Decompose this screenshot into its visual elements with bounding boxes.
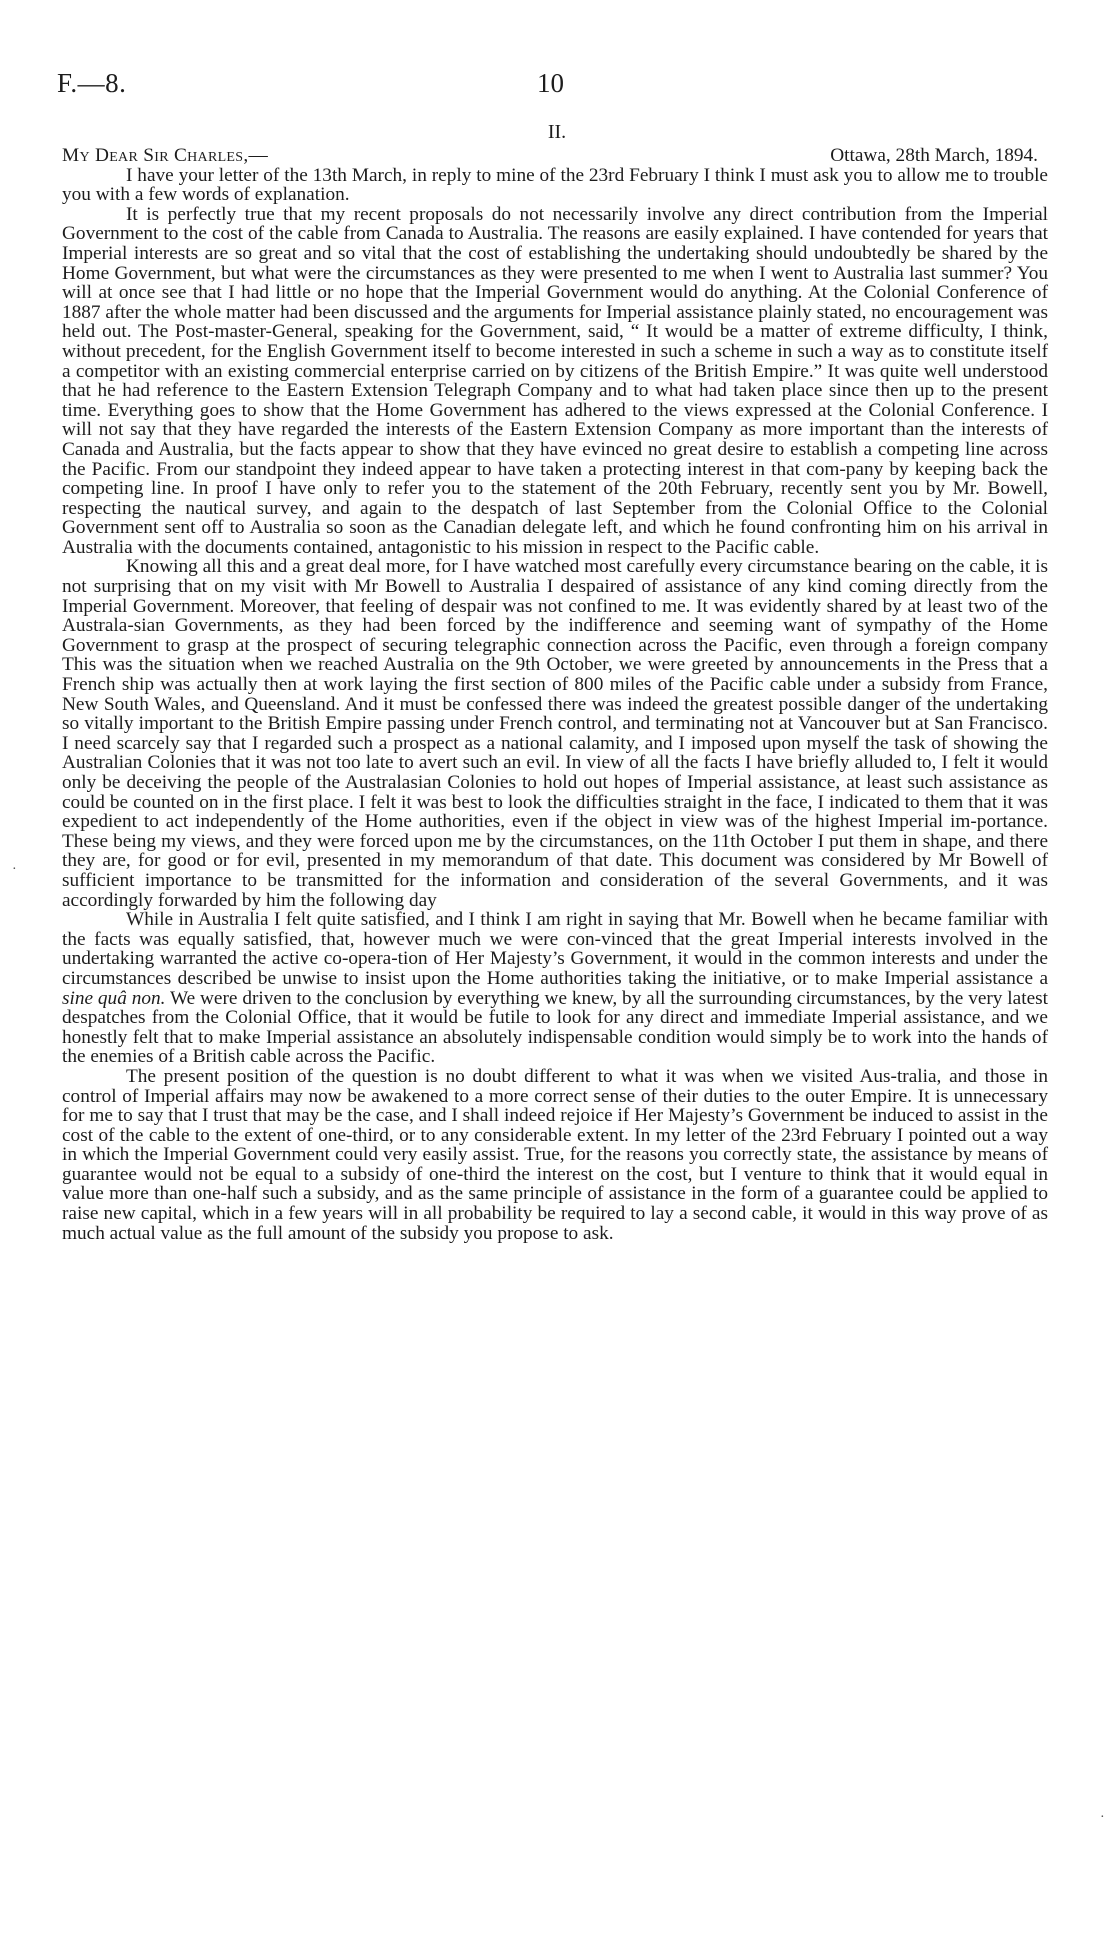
- section-number: II.: [547, 121, 567, 143]
- paragraph-4-text-after: We were driven to the conclusion by everything we knew, by all the surrounding circumstances, by the very latest despatches from the Colonial Office, that it would be futile to look for any direct and immediate Imperial assistance, and we honestly felt that to make Imperial assistance an absolutely indispensable condition would simply be to work into the hands of the enemies of a British cable across the Pacific.: [62, 987, 1048, 1068]
- salutation-line: [62, 146, 1048, 166]
- paragraph-3: Knowing all this and a great deal more, for I have watched most carefully every circumstance bearing on the cable, it is not surprising that on my visit with Mr Bowell to Australia I despaired of assistance of any kind coming directly from the Imperial Government. Moreover, that feeling of despair was not confined to me. It was evidently shared by at least two of the Australa-sian Governments, as they had been forced by the indifference and seeming want of sympathy of the Home Government to grasp at the prospect of securing telegraphic connection across the Pacific, even through a foreign company This was the situation when we reached Australia on the 9th October, we were greeted by announcements in the Press that a French ship was actually then at work laying the first section of 800 miles of the Pacific cable under a subsidy from France, New South Wales, and Queensland. And it must be confessed there was indeed the greatest possible danger of the undertaking so vitally important to the British Empire passing under French control, and terminating not at Vancouver but at San Francisco. I need scarcely say that I regarded such a prospect as a national calamity, and I imposed upon myself the task of showing the Australian Colonies that it was not too late to avert such an evil. In view of all the facts I have briefly alluded to, I felt it would only be deceiving the people of the Australasian Colonies to hold out hopes of Imperial assistance, at least such assistance as could be counted on in the first place. I felt it was best to look the difficulties straight in the face, I indicated to them that it was expedient to act independently of the Home authorities, even if the object in view was of the highest Imperial im-portance. These being my views, and they were forced upon me by the circumstances, on the 11th October I put them in shape, and there they are, for good or for evil, presented in my memorandum of that date. This document was considered by Mr Bowell of sufficient importance to be transmitted for the information and consideration of the several Governments, and it was accordingly forwarded by him the following day: [62, 556, 1048, 911]
- place-date: Ottawa, 28th March, 1894.: [830, 145, 1038, 166]
- margin-dot-mark-right: ·: [1100, 1810, 1105, 1825]
- paragraph-4: [62, 910, 1048, 1067]
- paragraph-4-italic-phrase: sine quâ non.: [62, 987, 166, 1009]
- letter-body: [62, 146, 1048, 1243]
- document-reference: F.—8.: [57, 68, 127, 98]
- margin-dot-mark: ·: [12, 862, 17, 877]
- paragraph-2: It is perfectly true that my recent proposals do not necessarily involve any direct contribution from the Imperial Government to the cost of the cable from Canada to Australia. The reasons are easily explained. I have contended for years that Imperial interests are so great and so vital that the cost of establishing the undertaking should undoubtedly be shared by the Home Government, but what were the circumstances as they were presented to me when I went to Australia last summer? You will at once see that I had little or no hope that the Imperial Government would do anything. At the Colonial Conference of 1887 after the whole matter had been discussed and the arguments for Imperial assistance plainly stated, no encouragement was held out. The Post-master-General, speaking for the Government, said, “ It would be a matter of extreme difficulty, I think, without precedent, for the English Government itself to become interested in such a scheme in such a way as to constitute itself a competitor with an existing commercial enterprise carried on by citizens of the British Empire.” It was quite well understood that he had reference to the Eastern Extension Telegraph Company and to what had taken place since then up to the present time. Everything goes to show that the Home Government has adhered to the views expressed at the Colonial Conference. I will not say that they have regarded the interests of the Eastern Extension Company as more important than the interests of Canada and Australia, but the facts appear to show that they have evinced no great desire to establish a competing line across the Pacific. From our standpoint they indeed appear to have taken a protecting interest in that com-pany by keeping back the competing line. In proof I have only to refer you to the statement of the 20th February, recently sent you by Mr. Bowell, respecting the nautical survey, and again to the despatch of last September from the Colonial Office to the Colonial Government sent off to Australia so soon as the Canadian delegate left, and which he found confronting him on his arrival in Australia with the documents contained, antagonistic to his mission in respect to the Pacific cable.: [62, 203, 1048, 558]
- salutation: My Dear Sir Charles,—: [62, 145, 269, 166]
- paragraph-5: The present position of the question is no doubt different to what it was when we visited Aus-tralia, and those in control of Imperial affairs may now be awakened to a more correct sense of their duties to the outer Empire. It is unnecessary for me to say that I trust that may be the case, and I shall indeed rejoice if Her Majesty’s Government be induced to assist in the cost of the cable to the extent of one-third, or to any considerable extent. In my letter of the 23rd February I pointed out a way in which the Imperial Government could very easily assist. True, for the reasons you correctly state, the assistance by means of guarantee would not be equal to a subsidy of one-third the interest on the cost, but I venture to think that it would equal in value more than one-half such a subsidy, and as the same principle of assistance in the form of a guarantee could be applied to raise new capital, which in a few years will in all probability be required to lay a second cable, it would in this way prove of as much actual value as the full amount of the subsidy you propose to ask.: [62, 1065, 1048, 1244]
- page-number: 10: [537, 68, 564, 98]
- paragraph-4-text-before: While in Australia I felt quite satisfied, and I think I am right in saying that Mr. Bowell when he became familiar with the facts was equally satisfied, that, however much we were con-vinced that the great Imperial interests involved in the undertaking warranted the active co-opera-tion of Her Majesty’s Government, it would in the common interests and under the circumstances described be unwise to insist upon the Home authorities taking the initiative, or to make Imperial assistance a: [62, 909, 1048, 989]
- paragraph-1: I have your letter of the 13th March, in reply to mine of the 23rd February I think I must ask you to allow me to trouble you with a few words of explanation.: [62, 164, 1048, 206]
